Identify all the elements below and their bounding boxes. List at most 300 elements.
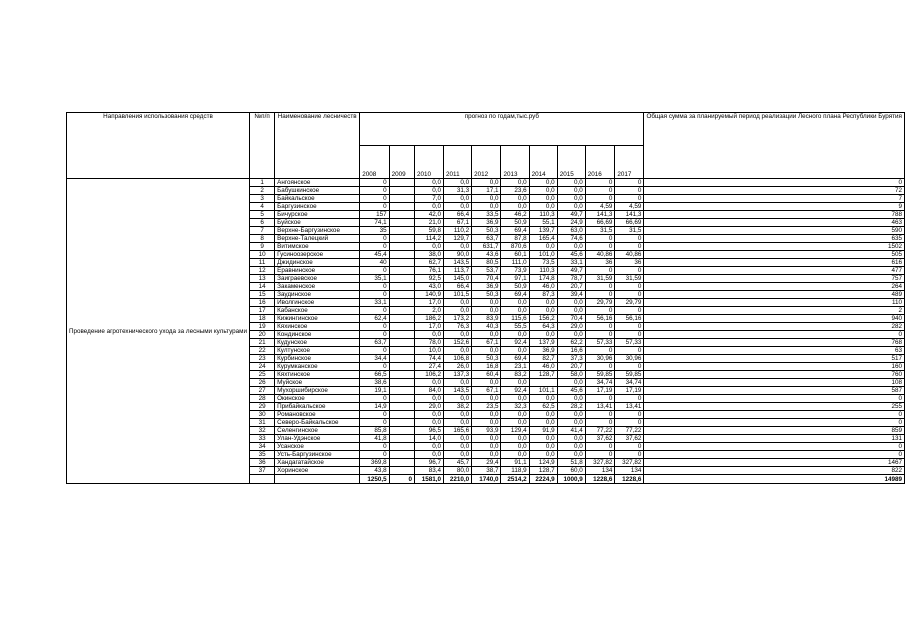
forestry-name: Кабанское: [275, 307, 360, 315]
year-value: 36,9: [472, 219, 501, 227]
year-value: 4,59: [615, 203, 644, 211]
year-value: 0: [615, 395, 644, 403]
year-value: 0: [585, 307, 615, 315]
year-value: 0,0: [501, 203, 529, 211]
year-value: 0,0: [501, 435, 529, 443]
row-number: 11: [250, 259, 275, 267]
year-header: 2015: [557, 146, 585, 179]
row-number: 1: [250, 179, 275, 187]
year-value: 60,1: [501, 251, 529, 259]
year-value: 31,5: [585, 227, 615, 235]
year-value: 29,79: [585, 299, 615, 307]
year-value: 141,3: [615, 211, 644, 219]
year-value: 69,4: [501, 355, 529, 363]
forestry-name: Байкальское: [275, 195, 360, 203]
forestry-name: Ангоянское: [275, 179, 360, 187]
year-value: 134: [615, 467, 644, 475]
year-value: 0,0: [557, 443, 585, 451]
year-value: [389, 227, 414, 235]
year-value: [389, 267, 414, 275]
forestry-name: Верхне-Талецкий: [275, 235, 360, 243]
row-total: 489: [644, 291, 905, 299]
year-value: 0,0: [444, 203, 472, 211]
year-value: 92,5: [414, 275, 443, 283]
year-value: [389, 379, 414, 387]
year-value: 50,9: [501, 219, 529, 227]
row-number: 27: [250, 387, 275, 395]
year-value: 40,86: [585, 251, 615, 259]
year-value: [389, 243, 414, 251]
forestry-name: Бабушкинское: [275, 187, 360, 195]
row-total: 255: [644, 403, 905, 411]
year-value: 38,7: [472, 467, 501, 475]
year-header: 2016: [585, 146, 615, 179]
table-row: [67, 179, 905, 187]
year-value: 0,0: [557, 187, 585, 195]
year-value: 66,5: [360, 371, 389, 379]
year-value: 46,2: [501, 211, 529, 219]
year-value: 0: [585, 395, 615, 403]
year-value: 59,85: [615, 371, 644, 379]
year-value: 0,0: [472, 299, 501, 307]
year-value: 0,0: [557, 243, 585, 251]
year-value: 0,0: [444, 307, 472, 315]
year-value: 38,6: [360, 379, 389, 387]
forestry-name: Хоринское: [275, 467, 360, 475]
year-value: 0,0: [529, 411, 557, 419]
year-value: 0,0: [444, 451, 472, 459]
year-value: 66,69: [615, 219, 644, 227]
row-number: 21: [250, 339, 275, 347]
forestry-name: Кяхинское: [275, 323, 360, 331]
year-value: 0,0: [557, 379, 585, 387]
year-value: 0: [585, 347, 615, 355]
row-total: 1467: [644, 459, 905, 467]
year-value: 0: [360, 235, 389, 243]
year-value: 66,4: [444, 211, 472, 219]
year-value: 33,1: [557, 259, 585, 267]
year-value: [389, 307, 414, 315]
year-value: 36: [585, 259, 615, 267]
year-value: 0,0: [444, 331, 472, 339]
forestry-name: Романовское: [275, 411, 360, 419]
year-value: 0,0: [444, 395, 472, 403]
forestry-name: Кондинское: [275, 331, 360, 339]
year-value: 140,9: [414, 291, 443, 299]
year-value: 0: [360, 267, 389, 275]
year-value: 45,6: [557, 251, 585, 259]
year-value: 83,9: [472, 315, 501, 323]
year-value: [389, 395, 414, 403]
year-value: 66,4: [444, 283, 472, 291]
year-value: 0,0: [501, 379, 529, 387]
year-value: 0: [615, 443, 644, 451]
row-total: 9: [644, 203, 905, 211]
year-value: [389, 411, 414, 419]
year-value: [389, 443, 414, 451]
row-number: 19: [250, 323, 275, 331]
year-value: 0: [615, 307, 644, 315]
year-value: 91,9: [529, 427, 557, 435]
year-value: 92,4: [501, 339, 529, 347]
row-number: 5: [250, 211, 275, 219]
year-value: 23,5: [472, 403, 501, 411]
year-value: 17,0: [414, 323, 443, 331]
row-number: 7: [250, 227, 275, 235]
year-value: 57,33: [615, 339, 644, 347]
row-number: 3: [250, 195, 275, 203]
year-value: 124,9: [529, 459, 557, 467]
year-value: 0: [360, 307, 389, 315]
year-value: 67,1: [472, 387, 501, 395]
year-value: 38,2: [444, 403, 472, 411]
year-value: 77,22: [585, 427, 615, 435]
forestry-name: Иволгинское: [275, 299, 360, 307]
year-value: 0,0: [529, 435, 557, 443]
year-value: 0: [585, 451, 615, 459]
year-value: 50,9: [501, 283, 529, 291]
year-value: 0,0: [444, 443, 472, 451]
year-value: 0,0: [472, 443, 501, 451]
year-value: 101,5: [444, 291, 472, 299]
year-value: 0: [615, 195, 644, 203]
forestry-name: Кижингинское: [275, 315, 360, 323]
year-value: 0,0: [501, 195, 529, 203]
forestry-name: Витимское: [275, 243, 360, 251]
year-value: 37,3: [557, 355, 585, 363]
year-value: 33,5: [472, 211, 501, 219]
year-value: 0,0: [472, 203, 501, 211]
row-total: 0: [644, 331, 905, 339]
year-value: 17,1: [472, 187, 501, 195]
year-value: 20,7: [557, 283, 585, 291]
year-value: 45,7: [444, 459, 472, 467]
grand-total: 14989: [644, 475, 905, 484]
year-value: 80,5: [472, 259, 501, 267]
year-value: 106,2: [414, 371, 443, 379]
year-value: 31,59: [615, 275, 644, 283]
year-value: 73,9: [501, 267, 529, 275]
row-total: 1502: [644, 243, 905, 251]
year-value: [389, 195, 414, 203]
row-total: 788: [644, 211, 905, 219]
year-value: 0: [615, 347, 644, 355]
year-value: 55,1: [529, 219, 557, 227]
year-value: 0,0: [501, 347, 529, 355]
row-total: 859: [644, 427, 905, 435]
year-value: 64,3: [529, 323, 557, 331]
year-value: [389, 347, 414, 355]
forestry-budget-table: [66, 112, 905, 484]
total-year-value: 2210,0: [444, 475, 472, 484]
row-number: 36: [250, 459, 275, 467]
year-value: 631,7: [472, 243, 501, 251]
year-value: 13,41: [585, 403, 615, 411]
year-value: 0,0: [444, 435, 472, 443]
year-value: 74,4: [414, 355, 443, 363]
year-value: 152,6: [444, 339, 472, 347]
forestry-name: Мухоршибирское: [275, 387, 360, 395]
year-value: [389, 451, 414, 459]
year-value: 0,0: [472, 331, 501, 339]
forestry-name: Заудинское: [275, 291, 360, 299]
row-total: 517: [644, 355, 905, 363]
forestry-name: Усанское: [275, 443, 360, 451]
year-value: 165,4: [529, 235, 557, 243]
row-number: 4: [250, 203, 275, 211]
year-value: 0,0: [501, 419, 529, 427]
year-value: 96,7: [414, 459, 443, 467]
year-header: 2008: [360, 146, 389, 179]
header-number: №п/п: [250, 113, 275, 179]
year-value: 0: [360, 195, 389, 203]
year-value: 128,7: [529, 467, 557, 475]
year-value: 0,0: [501, 299, 529, 307]
total-year-value: 1581,0: [414, 475, 443, 484]
forestry-name: Курумканское: [275, 363, 360, 371]
year-value: 14,0: [414, 435, 443, 443]
year-value: 110,2: [444, 227, 472, 235]
forestry-name: Закаменское: [275, 283, 360, 291]
year-value: 0,0: [557, 419, 585, 427]
year-value: 40,3: [472, 323, 501, 331]
year-value: 0,0: [472, 395, 501, 403]
direction-cell: Проведение агротехнического ухода за лесными культурами: [67, 179, 250, 484]
year-value: 16,6: [557, 347, 585, 355]
forestry-name: Селенгинское: [275, 427, 360, 435]
row-total: 590: [644, 227, 905, 235]
year-value: 0,0: [557, 307, 585, 315]
row-total: 108: [644, 379, 905, 387]
year-value: 0: [615, 291, 644, 299]
year-value: 0: [360, 283, 389, 291]
row-number: 33: [250, 435, 275, 443]
row-number: 28: [250, 395, 275, 403]
year-value: 0,0: [414, 203, 443, 211]
row-total: 72: [644, 187, 905, 195]
year-value: 141,3: [585, 211, 615, 219]
year-value: 0,0: [557, 331, 585, 339]
year-value: 118,9: [501, 467, 529, 475]
year-value: 0,0: [501, 451, 529, 459]
row-number: 17: [250, 307, 275, 315]
year-value: 0,0: [414, 419, 443, 427]
year-value: 97,1: [501, 275, 529, 283]
year-value: 28,2: [557, 403, 585, 411]
year-value: 74,6: [557, 235, 585, 243]
year-value: 0: [360, 395, 389, 403]
year-value: 35: [360, 227, 389, 235]
row-total: 940: [644, 315, 905, 323]
year-value: 63,7: [472, 235, 501, 243]
year-value: 134: [585, 467, 615, 475]
forestry-name: Бичурское: [275, 211, 360, 219]
year-value: 129,7: [444, 235, 472, 243]
year-value: 77,22: [615, 427, 644, 435]
year-value: 0: [360, 347, 389, 355]
year-value: 35,1: [360, 275, 389, 283]
year-value: 0: [360, 411, 389, 419]
year-value: [389, 299, 414, 307]
year-value: 101,0: [529, 251, 557, 259]
year-value: 0: [360, 187, 389, 195]
year-value: 0: [585, 283, 615, 291]
year-value: 59,85: [585, 371, 615, 379]
year-value: 41,8: [360, 435, 389, 443]
year-value: 43,8: [360, 467, 389, 475]
year-value: [389, 275, 414, 283]
forestry-name: Муйское: [275, 379, 360, 387]
year-value: [389, 419, 414, 427]
year-value: 17,19: [585, 387, 615, 395]
row-number: 24: [250, 363, 275, 371]
year-value: 50,3: [472, 227, 501, 235]
year-value: 0,0: [529, 187, 557, 195]
year-value: 0,0: [472, 179, 501, 187]
row-number: 15: [250, 291, 275, 299]
year-value: 0: [615, 451, 644, 459]
row-total: 2: [644, 307, 905, 315]
year-value: 38,0: [414, 251, 443, 259]
year-value: 139,7: [529, 227, 557, 235]
year-value: 0,0: [557, 203, 585, 211]
year-value: 0: [585, 195, 615, 203]
year-value: 0,0: [414, 187, 443, 195]
year-value: [389, 323, 414, 331]
year-value: 78,7: [557, 275, 585, 283]
row-total: 63: [644, 347, 905, 355]
row-number: 9: [250, 243, 275, 251]
forestry-name: Джидинское: [275, 259, 360, 267]
year-value: 29,4: [472, 459, 501, 467]
year-header: 2014: [529, 146, 557, 179]
row-total: 822: [644, 467, 905, 475]
year-value: 0: [585, 411, 615, 419]
year-value: 0,0: [444, 411, 472, 419]
year-value: 0,0: [472, 435, 501, 443]
year-value: 31,5: [615, 227, 644, 235]
year-value: 110,3: [529, 267, 557, 275]
forestry-name: Хандагатайское: [275, 459, 360, 467]
year-value: 113,7: [444, 267, 472, 275]
year-value: [389, 403, 414, 411]
year-value: 111,0: [501, 259, 529, 267]
year-value: 29,0: [557, 323, 585, 331]
year-value: 49,7: [557, 211, 585, 219]
year-value: 56,16: [615, 315, 644, 323]
year-value: 7,0: [414, 195, 443, 203]
forestry-name: Кяхтинское: [275, 371, 360, 379]
year-value: 69,4: [501, 227, 529, 235]
row-total: 0: [644, 443, 905, 451]
year-value: 83,4: [414, 467, 443, 475]
forestry-name: Усть-Баргузинское: [275, 451, 360, 459]
year-value: 0: [615, 331, 644, 339]
forestry-name: Гусиноозерское: [275, 251, 360, 259]
year-value: 0: [360, 419, 389, 427]
row-total: 587: [644, 387, 905, 395]
year-value: [389, 363, 414, 371]
year-value: 128,7: [529, 371, 557, 379]
year-value: 0,0: [414, 243, 443, 251]
year-header: 2012: [472, 146, 501, 179]
row-total: 463: [644, 219, 905, 227]
empty-cell: [250, 475, 275, 484]
row-total: 477: [644, 267, 905, 275]
row-number: 20: [250, 331, 275, 339]
year-value: 17,19: [615, 387, 644, 395]
year-value: 0,0: [529, 195, 557, 203]
year-value: 59,8: [414, 227, 443, 235]
year-value: 327,82: [615, 459, 644, 467]
row-total: 264: [644, 283, 905, 291]
year-value: 106,8: [444, 355, 472, 363]
year-value: 0: [360, 179, 389, 187]
year-value: 0: [585, 443, 615, 451]
year-header: 2010: [414, 146, 443, 179]
year-value: 0: [615, 283, 644, 291]
year-value: 41,4: [557, 427, 585, 435]
year-value: 173,2: [444, 315, 472, 323]
year-value: 46,0: [529, 363, 557, 371]
year-value: 49,7: [557, 267, 585, 275]
year-value: 145,0: [444, 275, 472, 283]
year-value: [389, 211, 414, 219]
year-value: 0,0: [557, 195, 585, 203]
row-total: 0: [644, 179, 905, 187]
year-value: 93,9: [472, 427, 501, 435]
year-value: 34,4: [360, 355, 389, 363]
row-total: 635: [644, 235, 905, 243]
year-value: 62,4: [360, 315, 389, 323]
row-number: 26: [250, 379, 275, 387]
row-total: 505: [644, 251, 905, 259]
year-value: 91,1: [501, 459, 529, 467]
year-value: 70,4: [472, 275, 501, 283]
row-total: 760: [644, 371, 905, 379]
year-value: 19,1: [360, 387, 389, 395]
year-value: 0: [615, 243, 644, 251]
header-name: Наименование лесничеств: [275, 113, 360, 179]
year-value: 0,0: [557, 411, 585, 419]
year-value: 13,41: [615, 403, 644, 411]
year-value: 14,9: [360, 403, 389, 411]
forestry-name: Кудунское: [275, 339, 360, 347]
year-value: 0,0: [529, 203, 557, 211]
total-year-value: 0: [389, 475, 414, 484]
year-value: 0: [615, 411, 644, 419]
year-value: 0,0: [444, 379, 472, 387]
year-value: 30,96: [585, 355, 615, 363]
row-number: 25: [250, 371, 275, 379]
year-value: 0,0: [414, 451, 443, 459]
year-value: 0: [585, 419, 615, 427]
year-value: 85,8: [360, 427, 389, 435]
year-value: 186,2: [414, 315, 443, 323]
year-value: 0,0: [501, 307, 529, 315]
row-total: 110: [644, 299, 905, 307]
year-value: [389, 235, 414, 243]
year-value: 0,0: [444, 243, 472, 251]
year-value: 0: [585, 235, 615, 243]
header-row: [67, 113, 905, 146]
year-value: 21,0: [414, 219, 443, 227]
year-value: 0,0: [414, 379, 443, 387]
row-total: 131: [644, 435, 905, 443]
year-value: [389, 387, 414, 395]
year-value: 45,6: [557, 387, 585, 395]
year-value: 74,1: [360, 219, 389, 227]
